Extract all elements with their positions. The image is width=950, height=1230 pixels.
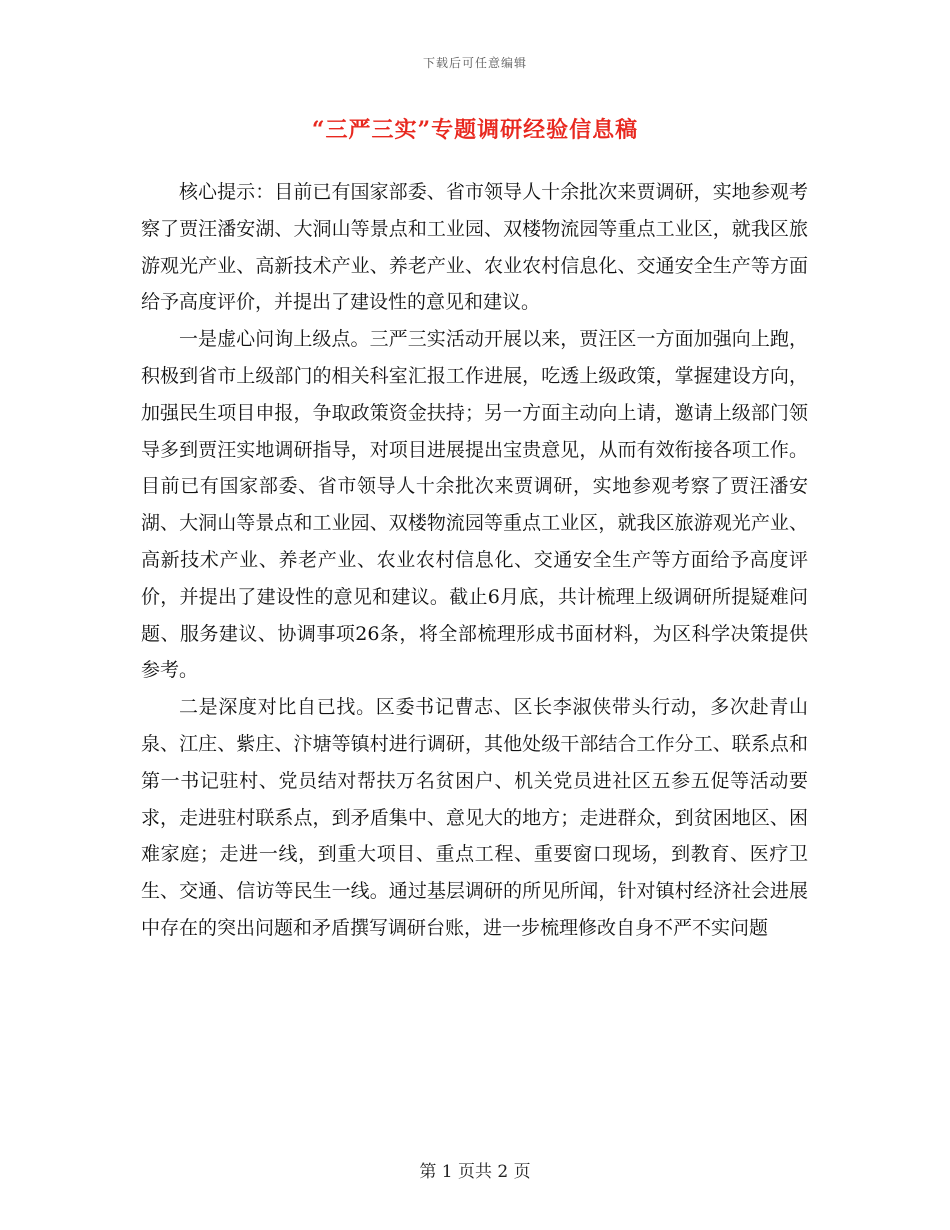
document-body — [141, 174, 808, 1074]
page-header: 下载后可任意编辑 — [422, 56, 527, 70]
paragraph-core-summary: 核心提示：目前已有国家部委、省市领导人十余批次来贾调研，实地参观考察了贾汪潘安湖、大洞山等景点和工业园、双楼物流园等重点工业区，就我区旅游观光产业、高新技术产业、养老产业、农业农村信息化、交通安全生产等方面给予高度评价，并提出了建设性的意见和建议。 — [141, 181, 808, 314]
paragraph-point-two: 二是深度对比自已找。区委书记曹志、区长李淑侠带头行动，多次赴青山泉、江庄、紫庄、汴塘等镇村进行调研，其他处级干部结合工作分工、联系点和第一书记驻村、党员结对帮扶万名贫困户、机关党员进社区五参五促等活动要求，走进驻村联系点，到矛盾集中、意见大的地方；走进群众，到贫困地区、困难家庭；走进一线，到重大项目、重点工程、重要窗口现场，到教育、医疗卫生、交通、信访等民生一线。通过基层调研的所见所闻，针对镇村经济社会进展中存在的突出问题和矛盾撰写调研台账，进一步梳理修改自身不严不实问题 — [141, 696, 808, 939]
paragraph-point-one: 一是虚心问询上级点。三严三实活动开展以来，贾汪区一方面加强向上跑，积极到省市上级部门的相关科室汇报工作进展，吃透上级政策，掌握建设方向，加强民生项目申报，争取政策资金扶持；另一方面主动向上请，邀请上级部门领导多到贾汪实地调研指导，对项目进展提出宝贵意见，从而有效衔接各项工作。目前已有国家部委、省市领导人十余批次来贾调研，实地参观考察了贾汪潘安湖、大洞山等景点和工业园、双楼物流园等重点工业区，就我区旅游观光产业、高新技术产业、养老产业、农业农村信息化、交通安全生产等方面给予高度评价，并提出了建设性的意见和建议。截止6月底，共计梳理上级调研所提疑难问题、服务建议、协调事项26条，将全部梳理形成书面材料，为区科学决策提供参考。 — [141, 328, 808, 682]
document-title: “三严三实”专题调研经验信息稿 — [311, 117, 639, 143]
page-footer: 第 1 页共 2 页 — [419, 1162, 531, 1182]
